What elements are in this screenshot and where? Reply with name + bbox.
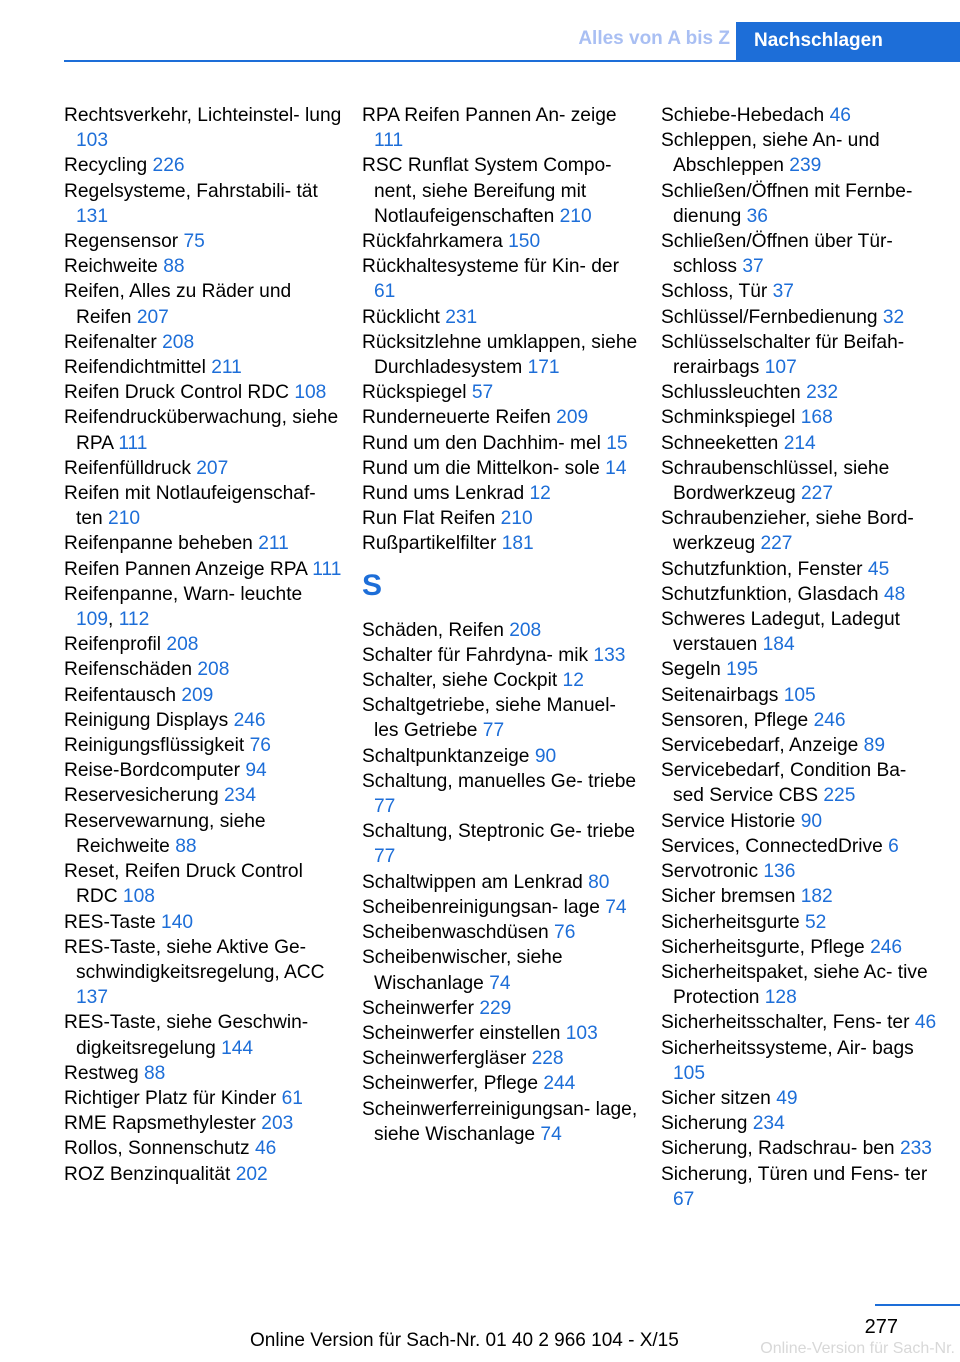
page-reference-link[interactable]: 77 [374, 796, 396, 818]
index-entry [64, 229, 344, 254]
page-reference-link[interactable]: 168 [800, 407, 833, 429]
index-entry-term: Regensensor [64, 231, 179, 253]
index-entry-term: Regelsysteme, Fahrstabili‐ tät [64, 180, 318, 202]
page-reference-link[interactable]: 57 [471, 382, 494, 404]
index-entry-term: ROZ Benzinqualität [64, 1163, 231, 1185]
index-entry [661, 1086, 941, 1111]
index-entry-term: Sicher bremsen [661, 886, 796, 908]
page-reference-link[interactable]: 211 [211, 357, 242, 379]
page-reference-link[interactable]: 46 [254, 1138, 277, 1160]
index-entry-term: Schalter, siehe Cockpit [362, 670, 558, 692]
page-reference-link[interactable]: 12 [529, 483, 551, 505]
page-reference-link[interactable]: 207 [136, 306, 169, 328]
index-entry [661, 1036, 941, 1086]
index-entry [661, 582, 941, 607]
index-entry [661, 179, 941, 229]
page-reference-link[interactable]: 112 [118, 609, 150, 631]
index-entry [661, 758, 941, 808]
page-reference-link[interactable]: 136 [763, 861, 796, 883]
page-reference-link[interactable]: 103 [76, 130, 109, 152]
page-reference-link[interactable]: 246 [813, 709, 846, 731]
index-entry-term: Schlussleuchten [661, 382, 801, 404]
index-entry [64, 103, 344, 153]
page-reference-link[interactable]: 150 [508, 231, 541, 253]
index-entry [362, 895, 642, 920]
page-reference-link[interactable]: 246 [870, 936, 903, 958]
index-entry-term: Schutzfunktion, Glasdach [661, 583, 879, 605]
index-entry-term: Restweg [64, 1062, 139, 1084]
page-reference-link[interactable]: 61 [374, 281, 396, 303]
page-reference-link[interactable]: 80 [588, 871, 610, 893]
index-entry-term: Reifenalter [64, 331, 157, 353]
page-reference-link[interactable]: 108 [122, 886, 155, 908]
index-entry-term: Sicherheitsschalter, Fens‐ ter [661, 1012, 910, 1034]
index-entry [661, 506, 941, 556]
index-entry [661, 708, 941, 733]
page-reference-link[interactable]: 67 [673, 1188, 695, 1210]
index-entry-term: RES-Taste [64, 911, 156, 933]
index-entry [661, 557, 941, 582]
page-number: 277 [864, 1316, 898, 1338]
index-entry-term: Scheinwerfer [362, 997, 474, 1019]
page-reference-link[interactable]: 234 [752, 1113, 785, 1135]
index-entry: Reifenpanne, Warn‐ leuchte 109, 112 [64, 583, 303, 631]
page-reference-link[interactable]: 88 [144, 1062, 166, 1084]
index-entry-term: Reifen Druck Control RDC [64, 382, 289, 404]
page-reference-link[interactable]: 209 [181, 684, 214, 706]
index-entry [661, 405, 941, 430]
index-entry [64, 783, 344, 808]
page-reference-link[interactable]: 208 [166, 634, 199, 656]
index-entry [64, 859, 344, 909]
index-entry [64, 910, 344, 935]
page-reference-link[interactable]: 228 [531, 1048, 564, 1070]
index-entry [661, 683, 941, 708]
index-entry-term: Sicherheitspaket, siehe Ac‐ tive Protection [661, 961, 928, 1009]
index-entry-term: Richtiger Platz für Kinder [64, 1087, 277, 1109]
index-entry [661, 809, 941, 834]
index-entry [362, 153, 642, 229]
index-entry [64, 179, 344, 229]
index-entry-term: RME Rapsmethylester [64, 1113, 256, 1135]
index-entry-term: Sicherheitsgurte, Pflege [661, 936, 865, 958]
index-entry [362, 1021, 642, 1046]
index-entry [661, 910, 941, 935]
index-entry [362, 380, 642, 405]
index-entry-term: Schlüssel/Fernbedienung [661, 306, 878, 328]
index-entry-term: Sicherheitsgurte [661, 911, 800, 933]
index-entry [661, 1162, 941, 1212]
page-reference-link[interactable]: 90 [800, 810, 823, 832]
page-reference-link[interactable]: 210 [500, 508, 533, 530]
index-entry [64, 809, 344, 859]
index-entry-term: Schalter für Fahrdyna‐ mik [362, 644, 589, 666]
index-entry-term: Scheibenwaschdüsen [362, 922, 549, 944]
index-entry-term: Schaltung, manuelles Ge‐ triebe [362, 770, 637, 792]
index-entry [362, 305, 642, 330]
page-reference-link[interactable]: 209 [556, 407, 589, 429]
page-reference-link[interactable]: 227 [801, 483, 834, 505]
page-reference-link[interactable]: 76 [554, 922, 576, 944]
index-entry-term: Reichweite [64, 256, 158, 278]
page-reference-link[interactable]: 74 [540, 1123, 562, 1145]
page-reference-link[interactable]: 210 [559, 205, 592, 227]
index-entry [64, 1086, 344, 1111]
header-section-title: Alles von A bis Z [578, 28, 730, 49]
page-reference-link[interactable]: 233 [899, 1138, 932, 1160]
index-entry-term: Servicebedarf, Anzeige [661, 735, 859, 757]
index-entry [362, 1071, 642, 1096]
index-entry [64, 531, 344, 556]
page-reference-link[interactable]: 77 [374, 846, 396, 868]
page-reference-link[interactable]: 90 [534, 745, 557, 767]
footer-version: Online Version für Sach-Nr. 01 40 2 966 104 - X/15 [250, 1330, 679, 1351]
page-reference-link[interactable]: 107 [764, 357, 797, 379]
index-entry [362, 506, 642, 531]
index-entry [661, 935, 941, 960]
page-reference-link[interactable]: 74 [489, 972, 511, 994]
page-reference-link[interactable]: 46 [829, 105, 851, 126]
index-entry-term: Reinigung Displays [64, 709, 229, 731]
index-entry [64, 708, 344, 733]
page-reference-link[interactable]: 181 [501, 533, 534, 555]
index-entry-term: Scheinwerferreinigungsan‐ lage, siehe Wischanlage [362, 1098, 638, 1145]
index-entry [362, 1097, 642, 1147]
index-entry [661, 380, 941, 405]
index-entry-term: Servicebedarf, Condition Ba‐ sed Service CBS [661, 760, 907, 807]
index-entry [362, 819, 642, 869]
index-entry [64, 330, 344, 355]
index-entry-term: Reifenfülldruck [64, 457, 191, 479]
page-reference-link[interactable]: 111 [118, 432, 148, 454]
page-reference-link[interactable]: 246 [233, 709, 266, 731]
index-entry-term: Schweres Ladegut, Ladegut verstauen [661, 609, 900, 656]
index-entry-term: Schaltwippen am Lenkrad [362, 871, 583, 893]
page-reference-link[interactable]: 207 [196, 457, 229, 479]
index-entry-term: Scheinwerfer einstellen [362, 1022, 561, 1044]
index-entry-term: Scheibenreinigungsan‐ lage [362, 896, 600, 918]
page-reference-link[interactable]: 231 [445, 306, 478, 328]
index-entry-term: Segeln [661, 659, 721, 681]
page-reference-link[interactable]: 128 [764, 987, 797, 1009]
index-entry [64, 1010, 344, 1060]
index-entry-term: RSC Runflat System Compo‐ nent, siehe Bereifung mit Notlaufeigenschaften [362, 155, 612, 227]
page-reference-link[interactable]: 49 [776, 1087, 798, 1109]
index-entry [64, 1136, 344, 1161]
index-entry [64, 935, 344, 1011]
index-entry [661, 884, 941, 909]
page-reference-link[interactable]: 103 [565, 1022, 598, 1044]
index-entry [362, 618, 642, 643]
index-entry-term: Rücklicht [362, 306, 440, 328]
index-entry [661, 1136, 941, 1161]
index-entry-term: Rund ums Lenkrad [362, 483, 525, 505]
index-entry-term: Rußpartikelfilter [362, 533, 497, 555]
page-reference-link[interactable]: 89 [863, 735, 886, 757]
page-reference-link[interactable]: 109 [76, 609, 109, 631]
index-entry [362, 431, 642, 456]
page-reference-link[interactable]: 244 [543, 1073, 576, 1095]
index-entry-term: Rollos, Sonnenschutz [64, 1138, 250, 1160]
index-entry [661, 733, 941, 758]
page-reference-link[interactable]: 77 [482, 720, 505, 742]
index-entry-term: Services, ConnectedDrive [661, 835, 883, 857]
index-entry-term: Reifenpanne, Warn‐ leuchte [64, 583, 303, 605]
index-entry-term: Runderneuerte Reifen [362, 407, 551, 429]
index-entry [362, 920, 642, 945]
page-reference-link[interactable]: 46 [914, 1012, 937, 1034]
index-entry [64, 557, 344, 582]
page-reference-link[interactable]: 239 [789, 155, 822, 177]
index-entry [661, 229, 941, 279]
index-entry-term: Rechtsverkehr, Lichteinstel‐ lung [64, 105, 342, 126]
index-letter-heading: S [362, 568, 383, 602]
index-entry-term: Reise-Bordcomputer [64, 760, 240, 782]
page-reference-link[interactable]: 225 [823, 785, 856, 807]
index-entry-term: Schaltpunktanzeige [362, 745, 530, 767]
page-reference-link[interactable]: 208 [509, 619, 542, 641]
index-entry [64, 1061, 344, 1086]
index-entry-term: Schaltung, Steptronic Ge‐ triebe [362, 821, 636, 843]
index-entry [362, 643, 642, 668]
index-entry [362, 945, 642, 995]
index-entry [362, 330, 642, 380]
index-entry-term: Schraubenzieher, siehe Bord‐ werkzeug [661, 508, 914, 555]
index-entry [362, 405, 642, 430]
index-entry-term: Sensoren, Pflege [661, 709, 809, 731]
index-entry [362, 1046, 642, 1071]
page-reference-link[interactable]: 111 [312, 558, 342, 580]
index-entry [64, 1111, 344, 1136]
page-reference-link[interactable]: 133 [593, 644, 626, 666]
page-reference-link[interactable]: 182 [800, 886, 833, 908]
index-entry [362, 456, 642, 481]
page-reference-link[interactable]: 75 [183, 231, 205, 253]
page-reference-link[interactable]: 214 [783, 432, 816, 454]
index-entry [362, 531, 642, 556]
index-entry-term: Sicherung, Radschrau‐ ben [661, 1138, 895, 1160]
page-reference-link[interactable]: 88 [175, 835, 197, 857]
page-reference-link[interactable]: 32 [882, 306, 905, 328]
index-entry-term: Reservewarnung, siehe Reichweite [64, 810, 266, 857]
index-entry-term: RPA Reifen Pannen An‐ zeige [362, 105, 617, 126]
page-reference-link[interactable]: 88 [163, 256, 185, 278]
index-entry [64, 733, 344, 758]
watermark: Online-Version für Sach-Nr. [760, 1340, 955, 1357]
index-entry [362, 744, 642, 769]
page-reference-link[interactable]: 137 [76, 987, 109, 1009]
page-reference-link[interactable]: 111 [374, 130, 404, 152]
index-entry-term: Seitenairbags [661, 684, 779, 706]
page-reference-link[interactable]: 226 [152, 155, 185, 177]
page-reference-link[interactable]: 94 [245, 760, 267, 782]
index-entry-term: Rund um den Dachhim‐ mel [362, 432, 601, 454]
page-reference-link[interactable]: 37 [742, 256, 764, 278]
page-reference-link[interactable]: 15 [606, 432, 628, 454]
page-reference-link[interactable]: 76 [249, 735, 271, 757]
index-entry-term: Rückspiegel [362, 382, 467, 404]
index-entry [661, 456, 941, 506]
index-entry-term: RES-Taste, siehe Geschwin‐ digkeitsregelung [64, 1012, 309, 1059]
index-entry-term: Reifenpanne beheben [64, 533, 253, 555]
index-entry-term: Scheinwerfer, Pflege [362, 1073, 538, 1095]
index-entry [64, 683, 344, 708]
index-entry [362, 693, 642, 743]
index-entry-term: Run Flat Reifen [362, 508, 496, 530]
index-entry [362, 103, 642, 153]
index-entry [64, 153, 344, 178]
index-entry-term: Reinigungsflüssigkeit [64, 735, 245, 757]
page-reference-link[interactable]: 208 [197, 659, 230, 681]
index-entry-term: Schutzfunktion, Fenster [661, 558, 863, 580]
index-entry [661, 960, 941, 1010]
index-column-3 [661, 103, 941, 1212]
index-entry-term: Reifen mit Notlaufeigenschaf‐ ten [64, 483, 316, 530]
index-entry [64, 456, 344, 481]
page-reference-link[interactable]: 144 [221, 1037, 254, 1059]
index-entry-term: Sicher sitzen [661, 1087, 771, 1109]
index-entry [362, 870, 642, 895]
page-reference-link[interactable]: 229 [479, 997, 512, 1019]
index-entry [661, 305, 941, 330]
index-entry-term: Scheinwerfergläser [362, 1048, 527, 1070]
index-entry [64, 405, 344, 455]
page-reference-link[interactable]: 232 [806, 382, 839, 404]
footer-rule [875, 1304, 960, 1306]
page-reference-link[interactable]: 52 [805, 911, 827, 933]
page-reference-link[interactable]: 227 [760, 533, 793, 555]
index-entry [64, 279, 344, 329]
page-reference-link[interactable]: 171 [527, 357, 560, 379]
index-entry-term: Sicherung, Türen und Fens‐ ter [661, 1163, 928, 1185]
index-entry [661, 657, 941, 682]
index-entry-term: Reservesicherung [64, 785, 219, 807]
index-entry-term: Schäden, Reifen [362, 619, 504, 641]
index-column-2 [362, 103, 642, 1147]
index-entry [661, 103, 941, 128]
index-entry-term: Schlüsselschalter für Beifah‐ rerairbags [661, 331, 905, 379]
page-reference-link[interactable]: 208 [162, 331, 195, 353]
index-entry [362, 668, 642, 693]
index-entry [661, 607, 941, 657]
page-reference-link[interactable]: 6 [888, 835, 899, 857]
index-entry [64, 481, 344, 531]
index-entry-term: Reifendichtmittel [64, 357, 206, 379]
page-reference-link[interactable]: 48 [883, 583, 906, 605]
page-reference-link[interactable]: 140 [161, 911, 194, 933]
index-entry-term: RES-Taste, siehe Aktive Ge‐ schwindigkeitsregelung, ACC [64, 936, 325, 983]
page-reference-link[interactable]: 12 [562, 670, 584, 692]
index-entry-term: Reifenprofil [64, 634, 162, 656]
index-entry [661, 431, 941, 456]
index-entry-term: Reifen Pannen Anzeige RPA [64, 558, 307, 580]
index-entry-term: Recycling [64, 155, 148, 177]
index-entry [362, 769, 642, 819]
page-reference-link[interactable]: 61 [281, 1087, 303, 1109]
index-column-1 [64, 103, 344, 1187]
index-entry-term: Rückfahrkamera [362, 231, 503, 253]
page-reference-link[interactable]: 184 [762, 634, 795, 656]
page-reference-link[interactable]: 210 [108, 508, 141, 530]
index-entry [64, 758, 344, 783]
index-entry [64, 380, 344, 405]
index-entry-term: Schminkspiegel [661, 407, 796, 429]
index-entry-term: Schließen/Öffnen mit Fernbe‐ dienung [661, 180, 913, 227]
index-entry-term: Reifentausch [64, 684, 176, 706]
index-entry-term: Rund um die Mittelkon‐ sole [362, 457, 600, 479]
index-entry [362, 254, 642, 304]
index-entry [661, 128, 941, 178]
index-entry [661, 834, 941, 859]
index-entry [64, 632, 344, 657]
index-entry [661, 279, 941, 304]
index-entry-term: Reifendrucküberwachung, siehe RPA [64, 407, 339, 454]
index-entry [64, 254, 344, 279]
index-entry [64, 657, 344, 682]
page-reference-link[interactable]: 234 [224, 785, 257, 807]
page-reference-link[interactable]: 105 [673, 1062, 706, 1084]
index-entry [661, 1111, 941, 1136]
page-reference-link[interactable]: 211 [258, 533, 289, 555]
index-entry-term: Schneeketten [661, 432, 779, 454]
index-entry-term: Rückhaltesysteme für Kin‐ der [362, 256, 619, 278]
index-entry [362, 996, 642, 1021]
page-reference-link[interactable]: 36 [746, 205, 768, 227]
page-reference-link[interactable]: 105 [783, 684, 816, 706]
page-reference-link[interactable]: 131 [76, 205, 109, 227]
index-entry-term: Rücksitzlehne umklappen, siehe Durchladesystem [362, 331, 638, 379]
index-entry [661, 1010, 941, 1035]
index-entry-term: Schloss, Tür [661, 281, 768, 303]
index-entry-term: Reset, Reifen Druck Control RDC [64, 861, 303, 908]
header-chapter-tab: Nachschlagen [736, 22, 960, 62]
index-entry-term: Sicherheitssysteme, Air‐ bags [661, 1037, 914, 1059]
index-entry [362, 229, 642, 254]
index-entry [661, 330, 941, 380]
index-entry [64, 1162, 344, 1187]
index-entry-term: Servotronic [661, 861, 759, 883]
page-reference-link[interactable]: 45 [867, 558, 890, 580]
page-reference-link[interactable]: 74 [605, 896, 627, 918]
page-reference-link[interactable]: 108 [294, 382, 327, 404]
index-entry [661, 859, 941, 884]
index-entry-term: Service Historie [661, 810, 796, 832]
index-entry-term: Schraubenschlüssel, siehe Bordwerkzeug [661, 457, 890, 505]
index-entry-term: Schließen/Öffnen über Tür‐ schloss [661, 231, 893, 278]
index-entry-term: Reifenschäden [64, 659, 193, 681]
index-entry-term: Scheibenwischer, siehe Wischanlage [362, 947, 563, 994]
page-reference-link[interactable]: 14 [605, 457, 627, 479]
page-reference-link[interactable]: 195 [726, 659, 759, 681]
index-entry-term: Schiebe-Hebedach [661, 105, 825, 126]
page-reference-link[interactable]: 37 [772, 281, 794, 303]
index-entry [64, 355, 344, 380]
index-entry [362, 481, 642, 506]
index-entry-term: Schleppen, siehe An- und Abschleppen [661, 130, 880, 177]
index-entry-term: Sicherung [661, 1113, 748, 1135]
page-reference-link[interactable]: 203 [261, 1113, 294, 1135]
page-reference-link[interactable]: 202 [235, 1163, 268, 1185]
index-entry-term: Schaltgetriebe, siehe Manuel‐ les Getriebe [362, 695, 616, 742]
index-entry-term: Reifen, Alles zu Räder und Reifen [64, 281, 292, 328]
